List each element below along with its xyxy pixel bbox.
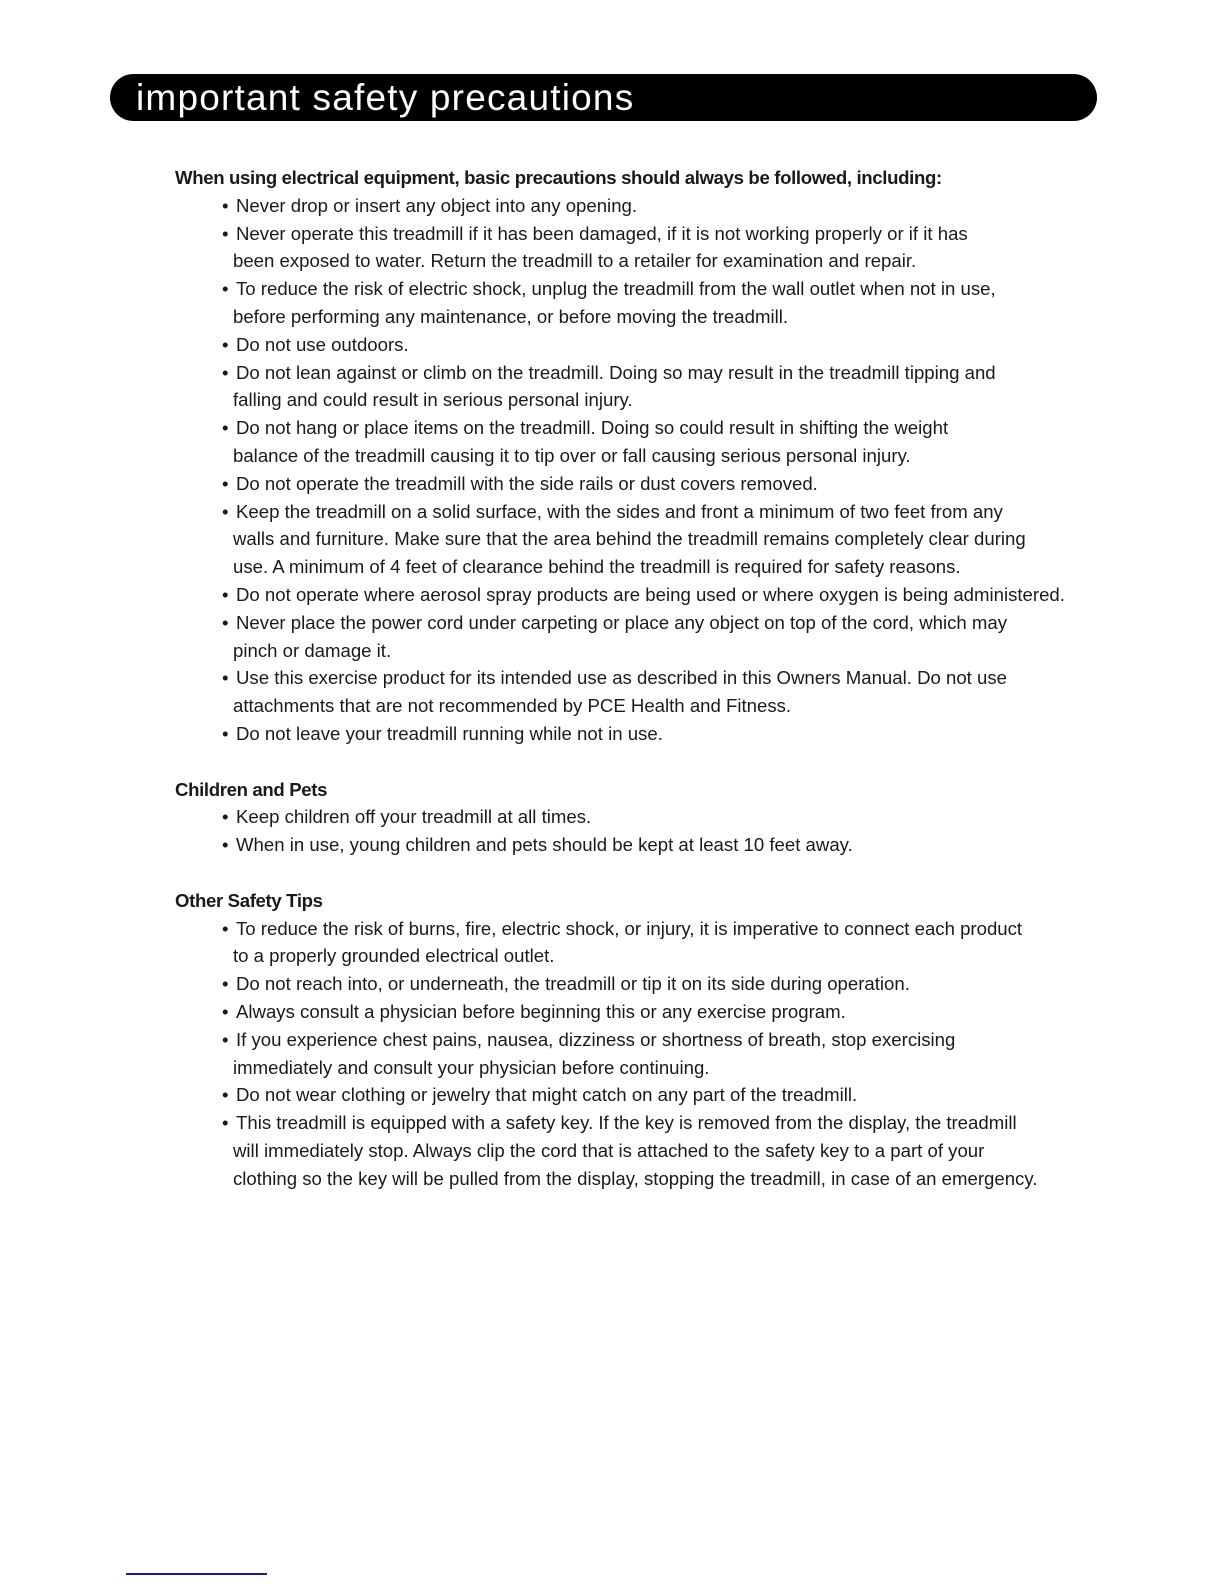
list-item-text: clothing so the key will be pulled from the display, stopping the treadmill, in case of an emergency. [233,1167,1038,1189]
list-item-text: walls and furniture. Make sure that the area behind the treadmill remains completely clear during [233,528,1026,550]
list-item [175,331,1135,359]
list-item [175,220,1135,276]
list-item [175,359,1135,415]
list-item-text: Never drop or insert any object into any opening. [236,194,638,216]
list-item [175,720,1135,748]
section [175,164,1135,748]
list-item-text: immediately and consult your physician before continuing. [233,1056,710,1078]
list-item [175,581,1135,609]
list-item-line [222,192,1135,220]
list-item [175,915,1135,971]
bullet-icon: • [222,611,229,633]
safety-content [175,164,1135,1220]
list-item-line [222,1026,1135,1054]
bullet-icon: • [222,1112,229,1134]
list-item-text: Never operate this treadmill if it has been damaged, if it is not working properly or if it has [236,222,968,244]
footer-rule [126,1573,267,1575]
list-item-line [222,275,1135,303]
list-item-line [222,1054,1135,1082]
list-item-line [222,803,1135,831]
list-item-line [222,331,1135,359]
list-item [175,609,1135,665]
list-item-text: Do not hang or place items on the treadmill. Doing so could result in shifting the weight [236,417,949,439]
list-item-line [222,664,1135,692]
list-item [175,803,1135,831]
list-item-text: before performing any maintenance, or before moving the treadmill. [233,305,789,327]
bullet-icon: • [222,973,229,995]
list-item-text: If you experience chest pains, nausea, dizziness or shortness of breath, stop exercising [236,1028,956,1050]
list-item-line [222,1081,1135,1109]
section-heading: Children and Pets [175,778,328,800]
list-item-text: Do not lean against or climb on the treadmill. Doing so may result in the treadmill tipping and [236,361,996,383]
list-item-text: Do not reach into, or underneath, the treadmill or tip it on its side during operation. [236,973,910,995]
page-title: important safety precautions [136,77,635,118]
list-item [175,970,1135,998]
list-item-line [222,498,1135,526]
list-item-text: Use this exercise product for its intended use as described in this Owners Manual. Do not use [236,667,1007,689]
list-item [175,664,1135,720]
list-item-text: use. A minimum of 4 feet of clearance behind the treadmill is required for safety reasons. [233,556,961,578]
list-item [175,275,1135,331]
list-item-line [222,1109,1135,1137]
section [175,887,1135,1193]
list-item-line [222,915,1135,943]
list-item [175,831,1135,859]
list-item-text: pinch or damage it. [233,639,392,661]
list-item-text: balance of the treadmill causing it to tip over or fall causing serious personal injury. [233,444,911,466]
list-item-text: To reduce the risk of burns, fire, electric shock, or injury, it is imperative to connect each product [236,917,1023,939]
list-item-text: will immediately stop. Always clip the cord that is attached to the safety key to a part of your [233,1139,985,1161]
list-item-line [222,998,1135,1026]
list-item [175,998,1135,1026]
list-item-text: Never place the power cord under carpeting or place any object on top of the cord, which may [236,611,1008,633]
section-heading: When using electrical equipment, basic precautions should always be followed, including: [175,167,942,188]
list-item [175,498,1135,581]
list-item [175,1081,1135,1109]
list-item-line [222,609,1135,637]
list-item-text: Do not operate where aerosol spray products are being used or where oxygen is being administered. [236,583,1065,605]
list-item-text: To reduce the risk of electric shock, unplug the treadmill from the wall outlet when not in use, [236,278,996,300]
bullet-icon: • [222,667,229,689]
list-item-text: Do not leave your treadmill running while not in use. [236,722,663,744]
list-item-line [222,637,1135,665]
title-banner [110,74,1097,121]
list-item-text: Do not use outdoors. [236,333,409,355]
list-item-line [222,1165,1135,1193]
bullet-icon: • [222,722,229,744]
list-item-line [222,303,1135,331]
list-item [175,414,1135,470]
bullet-icon: • [222,834,229,856]
bullet-icon: • [222,1028,229,1050]
list-item [175,1026,1135,1082]
list-item [175,192,1135,220]
bullet-icon: • [222,278,229,300]
list-item-line [222,525,1135,553]
bullet-icon: • [222,583,229,605]
list-item-line [222,720,1135,748]
list-item [175,470,1135,498]
bullet-icon: • [222,500,229,522]
list-item-line [222,581,1135,609]
list-item-text: When in use, young children and pets should be kept at least 10 feet away. [236,834,853,856]
section-heading: Other Safety Tips [175,889,323,911]
list-item-text: Do not wear clothing or jewelry that might catch on any part of the treadmill. [236,1084,858,1106]
list-item-line [222,220,1135,248]
list-item-text: Keep children off your treadmill at all times. [236,806,592,828]
section [175,776,1135,859]
bullet-icon: • [222,1084,229,1106]
bullet-icon: • [222,472,229,494]
list-item-line [222,553,1135,581]
bullet-icon: • [222,417,229,439]
list-item-line [222,1137,1135,1165]
bullet-icon: • [222,361,229,383]
bullet-icon: • [222,194,229,216]
list-item-text: to a properly grounded electrical outlet. [233,945,555,967]
list-item-text: Do not operate the treadmill with the side rails or dust covers removed. [236,472,818,494]
list-item-text: falling and could result in serious personal injury. [233,389,633,411]
list-item-text: Always consult a physician before beginning this or any exercise program. [236,1000,846,1022]
bullet-icon: • [222,222,229,244]
list-item-line [222,442,1135,470]
list-item-line [222,386,1135,414]
list-item-line [222,692,1135,720]
list-item-text: This treadmill is equipped with a safety key. If the key is removed from the display, the treadmill [236,1112,1017,1134]
bullet-icon: • [222,917,229,939]
list-item-line [222,414,1135,442]
list-item-text: been exposed to water. Return the treadmill to a retailer for examination and repair. [233,250,917,272]
list-item-line [222,359,1135,387]
bullet-icon: • [222,333,229,355]
list-item-text: attachments that are not recommended by PCE Health and Fitness. [233,695,792,717]
bullet-icon: • [222,806,229,828]
list-item-line [222,942,1135,970]
bullet-icon: • [222,1000,229,1022]
list-item-line [222,970,1135,998]
list-item [175,1109,1135,1192]
list-item-line [222,470,1135,498]
list-item-text: Keep the treadmill on a solid surface, with the sides and front a minimum of two feet from any [236,500,1003,522]
list-item-line [222,247,1135,275]
list-item-line [222,831,1135,859]
